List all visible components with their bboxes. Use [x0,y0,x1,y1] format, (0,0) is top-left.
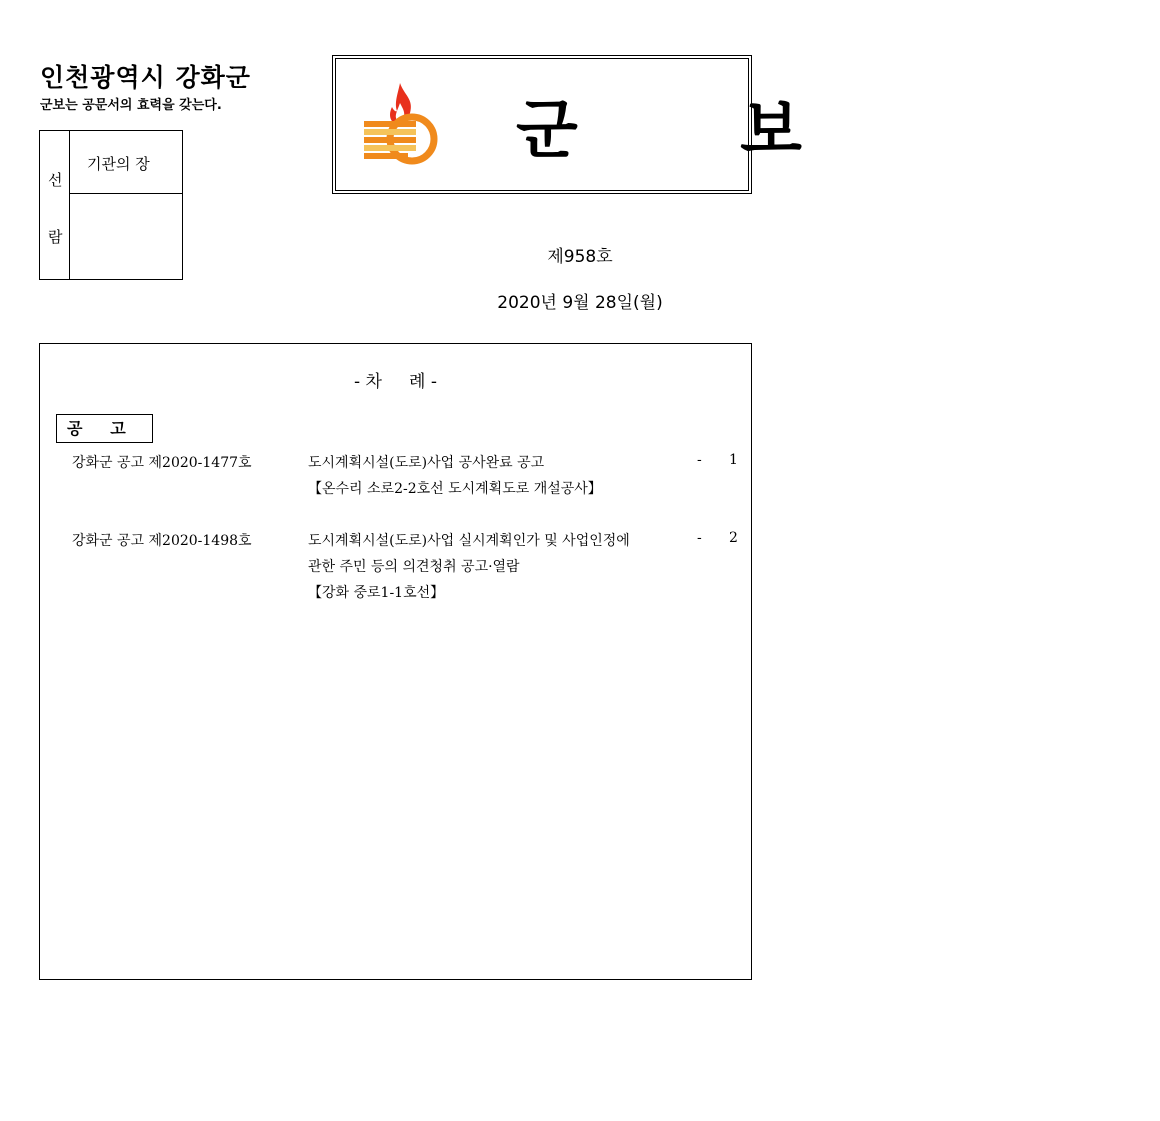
table-of-contents [39,343,752,980]
section-label-notices: 공 고 [56,414,153,443]
notice-number: 강화군 공고 제2020-1498호 [72,533,252,549]
notice-title-line: 도시계획시설(도로)사업 실시계획인가 및 사업인정에 [308,533,630,549]
gazette-title: 군 보 [516,94,872,168]
page-number: 2 [729,530,738,546]
gangwha-county-emblem-icon [360,81,444,165]
gazette-banner [332,55,872,194]
notice-title-line: 【온수리 소로2-2호선 도시계획도로 개설공사】 [308,481,602,497]
leader-dash: - [697,452,702,468]
review-label-bottom: 람 [48,228,63,246]
leader-dash: - [697,530,702,546]
notice-title-line: 관한 주민 등의 의견청취 공고·열람 [308,559,520,575]
review-label-top: 선 [48,171,63,189]
legal-notice: 군보는 공문서의 효력을 갖는다. [40,98,222,113]
issue-number: 제958호 [547,247,613,267]
notice-number: 강화군 공고 제2020-1477호 [72,455,252,471]
banner-inner-frame [335,58,872,191]
notice-title-line: 【강화 중로1-1호선】 [308,585,445,601]
organization-title: 인천광역시 강화군 [40,63,251,92]
contents-heading: - 차 례 - [354,372,437,392]
notice-title-line: 도시계획시설(도로)사업 공사완료 공고 [308,455,545,471]
review-column-header [70,131,182,194]
issue-date: 2020년 9월 28일(월) [497,293,663,313]
page-number: 1 [729,452,738,468]
agency-head-label: 기관의 장 [87,155,150,173]
